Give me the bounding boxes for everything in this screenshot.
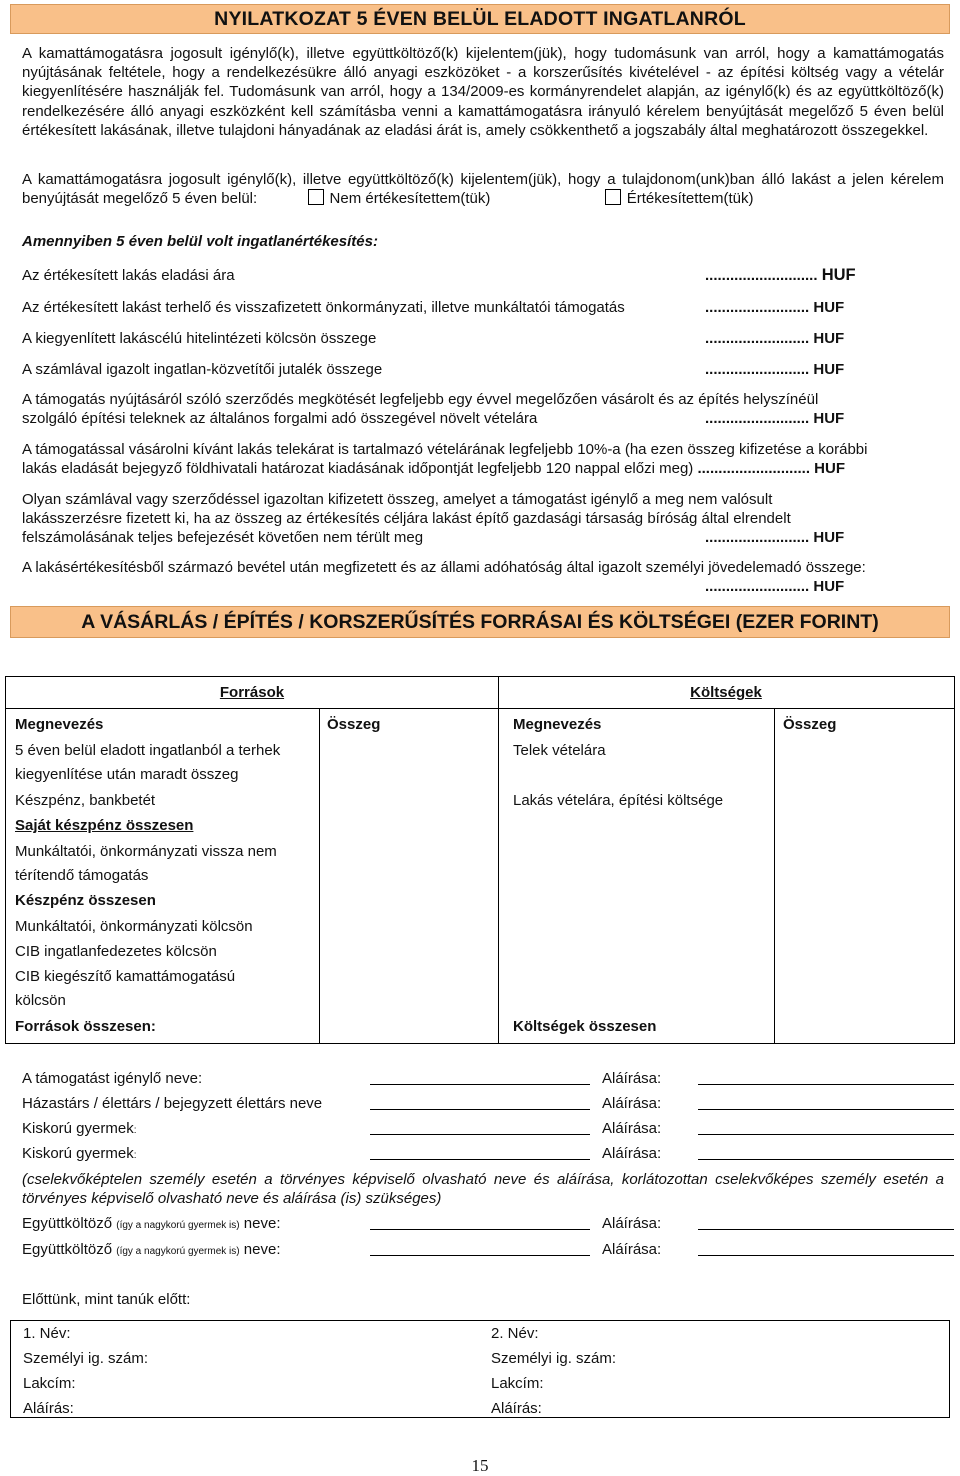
witness-1-signature[interactable]: Aláírás:: [23, 1400, 74, 1417]
signature-child-1-name-line[interactable]: [370, 1134, 590, 1135]
option-not-sold[interactable]: [308, 190, 491, 207]
field-income-tax-label: A lakásértékesítésből származó bevétel után megfizetett és az állami adóhatóság által igazolt személyi jövedelemadó összege:: [22, 559, 866, 576]
signature-co-resident-1-sign-line[interactable]: [698, 1229, 954, 1230]
signature-applicant: A támogatást igénylő neve: Aláírása:: [22, 1069, 952, 1089]
signature-applicant-sign-line[interactable]: [698, 1084, 954, 1085]
col-amount-sources: Összeg: [327, 716, 381, 733]
signature-child-1-sign-line[interactable]: [698, 1134, 954, 1135]
signature-co-resident-2-label: Együttköltöző (így a nagykorú gyermek is) neve:: [22, 1241, 281, 1258]
witness-2-address[interactable]: Lakcím:: [491, 1375, 544, 1392]
field-agent-fee-label: A számlával igazolt ingatlan-közvetítői jutalék összege: [22, 361, 383, 378]
option-sold-label: Értékesítettem(tük): [626, 190, 754, 208]
table-row-sold-property: 5 éven belül eladott ingatlanból a terhek kiegyenlítése után maradt összeg: [15, 742, 281, 783]
field-ten-percent-label-2: lakás eladását bejegyző földhivatali határozat kiadásának időpontját legfeljebb 120 nappal előzi meg): [22, 460, 694, 478]
field-sale-price-input[interactable]: ........................... HUF: [705, 266, 856, 284]
option-sold[interactable]: [605, 190, 754, 207]
table-row-cib-mortgage: CIB ingatlanfedezetes kölcsön: [15, 943, 217, 960]
witness-table: [10, 1320, 950, 1418]
signature-child-2-name-line[interactable]: [370, 1159, 590, 1160]
field-unrecovered-label-1: Olyan számlával vagy szerződéssel igazoltan kifizetett összeg, amelyet a támogatást igénylő a meg nem valósult: [22, 491, 773, 508]
intro-paragraph-part1: A kamattámogatásra jogosult igénylő(k), illetve együttköltöző(k) kijelentem(jük), hogy tudomásunk van arról, hogy a kamattámogatás nyújtásának feltétele, hogy a rendelkezésükre álló anyagi eszközöket - a korszerűsítés kivételével - az építési költség vagy a vételár kiegyenlítésére használják fel.: [22, 45, 944, 101]
checkbox-not-sold[interactable]: [308, 189, 324, 205]
witness-2-id[interactable]: Személyi ig. szám:: [491, 1350, 617, 1367]
witness-intro: Előttünk, mint tanúk előtt:: [22, 1291, 191, 1308]
field-agent-fee-input[interactable]: ......................... HUF: [705, 361, 845, 378]
intro-paragraph-part2: Tudomásunk van arról, hogy a 134/2009-es kormányrendelet alapján, az igénylő(k) és az együttköltöző(k) rendelkezésére álló anyagi eszközként kell számításba venni a kamattámogatásra irányuló kérelem benyújtását megelőző 5 éven belül értékesített lakásának, illetve tulajdoni hányadának az eladási árát is, amely csökkenthető a jogszabály által meghatározott összegekkel.: [22, 83, 944, 139]
declaration-paragraph: [22, 170, 944, 208]
field-income-tax-input[interactable]: ......................... HUF: [705, 578, 845, 596]
signature-co-resident-2-name-line[interactable]: [370, 1255, 590, 1256]
signature-spouse: Házastárs / élettárs / bejegyzett élettárs neve Aláírása:: [22, 1094, 952, 1114]
declaration-text: A kamattámogatásra jogosult igénylő(k), illetve együttköltöző(k) kijelentem(jük), hogy a tulajdonom(unk)ban álló lakást a jelen kérelem benyújtását megelőző 5 éven belül:: [22, 171, 944, 208]
field-plot-price-label-1: A támogatás nyújtásáról szóló szerződés megkötését legfeljebb egy évvel megelőzően vásárolt és az építés helyszínéül: [22, 391, 819, 408]
signature-child-1-label: Kiskorú gyermek:: [22, 1120, 137, 1137]
table-row-costs-total: Költségek összesen: [513, 1018, 657, 1035]
col-amount-costs: Összeg: [783, 716, 837, 733]
table-row-sources-total: Források összesen:: [15, 1018, 156, 1035]
witness-1-address[interactable]: Lakcím:: [23, 1375, 76, 1392]
field-ten-percent-input[interactable]: ........................... HUF: [697, 460, 845, 478]
col-name-costs: Megnevezés: [513, 716, 602, 733]
field-unrecovered-input[interactable]: ......................... HUF: [705, 529, 845, 547]
intro-paragraph: [22, 44, 944, 140]
table-row-own-cash-total: Saját készpénz összesen: [15, 817, 194, 834]
table-row-cib-supplementary: CIB kiegészítő kamattámogatású kölcsön: [15, 968, 236, 1009]
signature-spouse-sign-line[interactable]: [698, 1109, 954, 1110]
field-unrecovered-label-2: lakásszerzésre fizetett ki, ha az összeg az értékesítés céljára lakást építő gazdasági társaság bíróság által elrendelt: [22, 510, 791, 528]
field-sale-price-label: Az értékesített lakás eladási ára: [22, 267, 235, 284]
field-repaid-subsidy-label: Az értékesített lakást terhelő és visszafizetett önkormányzati, illetve munkáltatói támogatás: [22, 299, 625, 316]
table-row-grant: Munkáltatói, önkormányzati vissza nem térítendő támogatás: [15, 843, 277, 884]
field-plot-price-input[interactable]: ......................... HUF: [705, 410, 845, 428]
signature-applicant-name-line[interactable]: [370, 1084, 590, 1085]
field-unrecovered: [22, 490, 944, 548]
field-repaid-subsidy-input[interactable]: ......................... HUF: [705, 299, 845, 316]
sale-subheading: Amennyiben 5 éven belül volt ingatlanértékesítés:: [22, 233, 378, 250]
field-ten-percent-label-1: A támogatással vásárolni kívánt lakás telekárat is tartalmazó vételárának legfeljebb 10%-a (ha ezen összeg kifizetése a korábbi: [22, 441, 868, 458]
signature-co-resident-2-sign-line[interactable]: [698, 1255, 954, 1256]
legal-guardian-note: (cselekvőképtelen személy esetén a törvényes képviselő olvasható neve és aláírása, korlátozottan cselekvőképes személy esetén a törvényes képviselő olvasható neve és aláírása (is) szükséges): [22, 1171, 944, 1207]
signature-co-resident-1: Együttköltöző (így a nagykorú gyermek is) neve: Aláírása:: [22, 1214, 952, 1234]
field-unrecovered-label-3: felszámolásának teljes befejezését követően nem térült meg: [22, 529, 424, 547]
field-income-tax: [22, 558, 944, 596]
field-settled-loan-input[interactable]: ......................... HUF: [705, 330, 845, 347]
signature-applicant-label: A támogatást igénylő neve:: [22, 1070, 203, 1087]
checkbox-sold[interactable]: [605, 189, 621, 205]
table-row-home-price: Lakás vételára, építési költsége: [513, 792, 724, 809]
field-ten-percent: [22, 440, 944, 478]
signature-child-2-sign-line[interactable]: [698, 1159, 954, 1160]
table-row-cash: Készpénz, bankbetét: [15, 792, 156, 809]
signature-co-resident-2: Együttköltöző (így a nagykorú gyermek is) neve: Aláírása:: [22, 1240, 952, 1260]
field-settled-loan-label: A kiegyenlített lakáscélú hitelintézeti kölcsön összege: [22, 330, 377, 347]
field-plot-price-label-2: szolgáló építési teleknek az általános forgalmi adó összegével növelt vételára: [22, 410, 538, 428]
option-not-sold-label: Nem értékesítettem(tük): [329, 190, 491, 208]
witness-2-name[interactable]: 2. Név:: [491, 1325, 539, 1342]
table-row-employer-loan: Munkáltatói, önkormányzati kölcsön: [15, 918, 253, 935]
page-number: 15: [471, 1456, 489, 1475]
sources-costs-table: [5, 676, 955, 1044]
table-row-cash-total: Készpénz összesen: [15, 892, 156, 909]
witness-2-signature[interactable]: Aláírás:: [491, 1400, 542, 1417]
page-title: NYILATKOZAT 5 ÉVEN BELÜL ELADOTT INGATLANRÓL: [10, 4, 950, 34]
signature-spouse-label: Házastárs / élettárs / bejegyzett élettárs neve: [22, 1095, 323, 1112]
col-name-sources: Megnevezés: [15, 716, 104, 733]
signature-spouse-name-line[interactable]: [370, 1109, 590, 1110]
table-head-costs: Költségek: [690, 684, 762, 701]
signature-child-2-label: Kiskorú gyermek:: [22, 1145, 137, 1162]
signature-co-resident-1-name-line[interactable]: [370, 1229, 590, 1230]
witness-1-id[interactable]: Személyi ig. szám:: [23, 1350, 149, 1367]
field-plot-price: [22, 390, 944, 428]
signature-child-2: Kiskorú gyermek: Aláírása:: [22, 1144, 952, 1164]
table-head-sources: Források: [219, 684, 285, 701]
signature-child-1: Kiskorú gyermek: Aláírása:: [22, 1119, 952, 1139]
section-title-sources-costs: A VÁSÁRLÁS / ÉPÍTÉS / KORSZERŰSÍTÉS FORRÁSAI ÉS KÖLTSÉGEI (EZER FORINT): [10, 606, 950, 638]
signature-co-resident-1-label: Együttköltöző (így a nagykorú gyermek is) neve:: [22, 1215, 281, 1232]
witness-1-name[interactable]: 1. Név:: [23, 1325, 71, 1342]
table-row-plot-price: Telek vételára: [513, 742, 606, 759]
